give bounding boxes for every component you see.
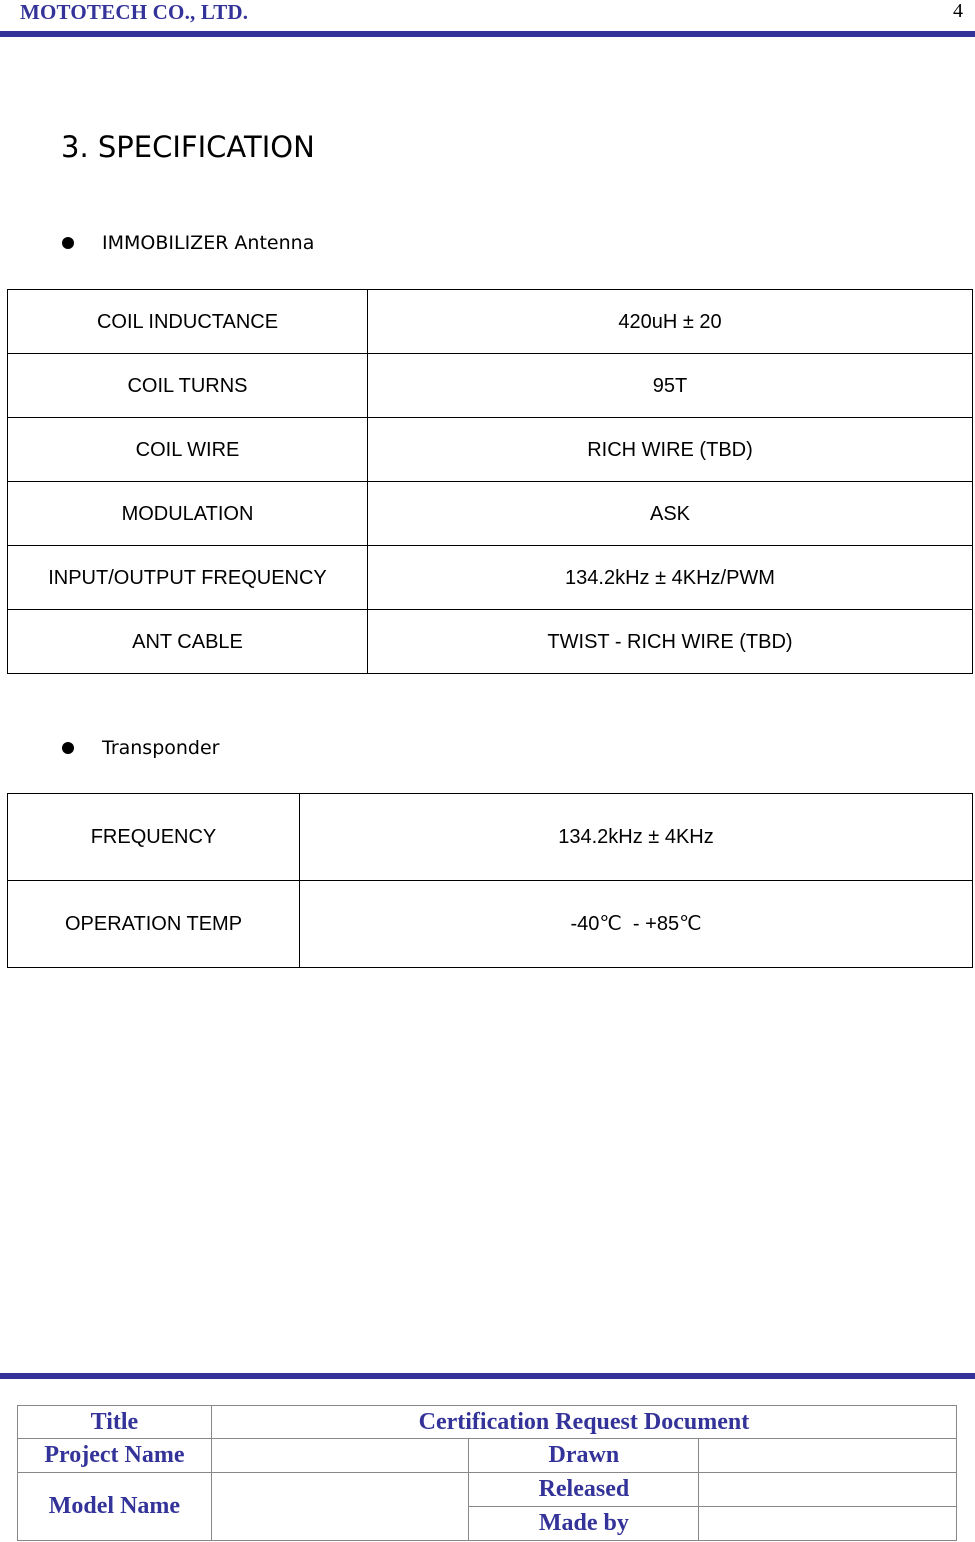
spec-label: OPERATION TEMP bbox=[8, 881, 300, 968]
bullet-icon bbox=[62, 237, 74, 249]
title-block bbox=[17, 1405, 957, 1541]
project-name-label: Project Name bbox=[18, 1439, 212, 1473]
spec-value: -40℃ - +85℃ bbox=[300, 881, 973, 968]
transponder-heading bbox=[62, 737, 220, 759]
title-row bbox=[18, 1406, 957, 1439]
spec-label: INPUT/OUTPUT FREQUENCY bbox=[8, 546, 368, 610]
section-title: 3. SPECIFICATION bbox=[61, 130, 315, 164]
drawn-label: Drawn bbox=[469, 1439, 699, 1473]
spec-label: MODULATION bbox=[8, 482, 368, 546]
spec-label: ANT CABLE bbox=[8, 610, 368, 674]
immobilizer-heading-text: IMMOBILIZER Antenna bbox=[102, 232, 315, 254]
drawn-value bbox=[699, 1439, 957, 1473]
spec-value: ASK bbox=[368, 482, 973, 546]
transponder-heading-text: Transponder bbox=[102, 737, 220, 759]
title-value: Certification Request Document bbox=[211, 1406, 956, 1439]
table-row bbox=[8, 290, 973, 354]
bullet-icon bbox=[62, 742, 74, 754]
model-name-value bbox=[211, 1473, 469, 1541]
immobilizer-heading bbox=[62, 232, 314, 254]
spec-label: FREQUENCY bbox=[8, 794, 300, 881]
transponder-spec-table bbox=[7, 793, 973, 968]
page-number: 4 bbox=[953, 0, 963, 22]
released-value bbox=[699, 1473, 957, 1507]
table-row bbox=[8, 610, 973, 674]
spec-value: 420uH ± 20 bbox=[368, 290, 973, 354]
released-label: Released bbox=[469, 1473, 699, 1507]
table-row bbox=[8, 354, 973, 418]
spec-value: 95T bbox=[368, 354, 973, 418]
table-row bbox=[8, 482, 973, 546]
table-row bbox=[8, 881, 973, 968]
released-row bbox=[18, 1473, 957, 1507]
company-name: MOTOTECH CO., LTD. bbox=[20, 0, 249, 24]
table-row bbox=[8, 794, 973, 881]
spec-label: COIL WIRE bbox=[8, 418, 368, 482]
table-row bbox=[8, 418, 973, 482]
made-by-value bbox=[699, 1507, 957, 1541]
made-by-label: Made by bbox=[469, 1507, 699, 1541]
project-row bbox=[18, 1439, 957, 1473]
spec-value: 134.2kHz ± 4KHz/PWM bbox=[368, 546, 973, 610]
spec-value: RICH WIRE (TBD) bbox=[368, 418, 973, 482]
header-divider bbox=[0, 31, 975, 37]
spec-value: TWIST - RICH WIRE (TBD) bbox=[368, 610, 973, 674]
spec-label: COIL TURNS bbox=[8, 354, 368, 418]
table-row bbox=[8, 546, 973, 610]
immobilizer-spec-table bbox=[7, 289, 973, 674]
title-label: Title bbox=[18, 1406, 212, 1439]
project-name-value bbox=[211, 1439, 469, 1473]
spec-label: COIL INDUCTANCE bbox=[8, 290, 368, 354]
footer-divider bbox=[0, 1373, 975, 1379]
model-name-label: Model Name bbox=[18, 1473, 212, 1541]
spec-value: 134.2kHz ± 4KHz bbox=[300, 794, 973, 881]
